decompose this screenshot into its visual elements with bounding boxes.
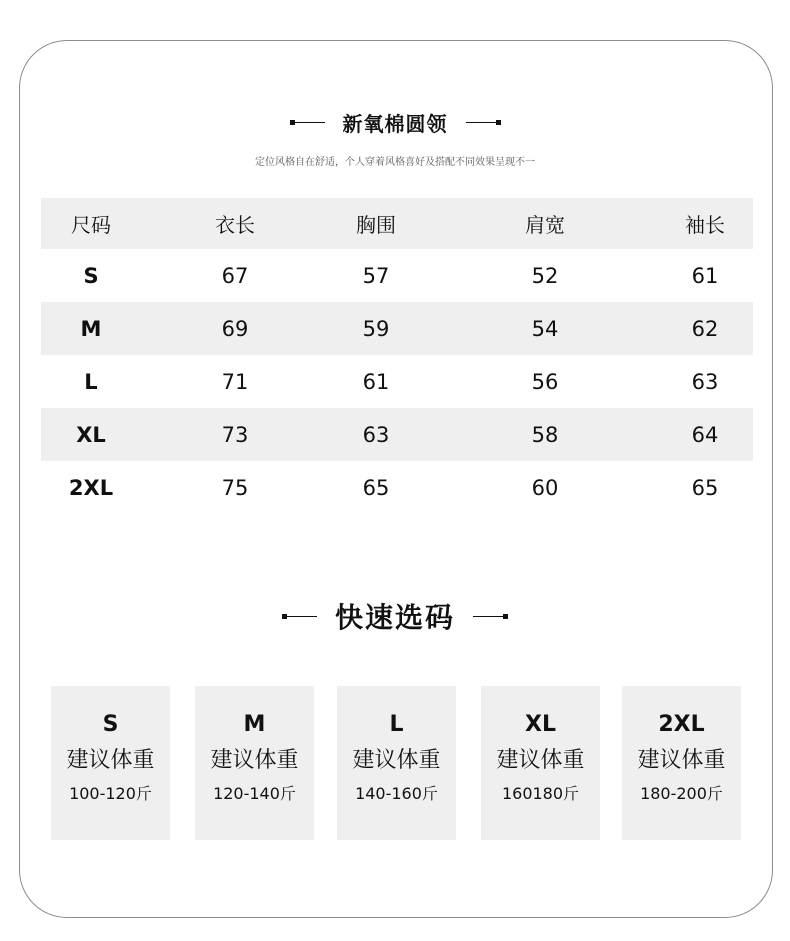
size-card	[195, 686, 314, 840]
size-cell: 2XL	[68, 475, 114, 500]
sleeve-cell: 61	[691, 263, 719, 288]
card-size: 2XL	[658, 712, 705, 737]
title-decoration-left	[290, 120, 325, 125]
chest-cell: 65	[362, 475, 390, 500]
shoulder-cell: 60	[531, 475, 559, 500]
size-cell: M	[80, 316, 102, 341]
card-size: XL	[525, 712, 556, 737]
column-header: 袖长	[685, 213, 725, 237]
length-cell: 69	[221, 316, 249, 341]
shoulder-cell: 58	[531, 422, 559, 447]
size-cell: L	[84, 369, 98, 394]
section-title-quick-pick	[0, 596, 790, 636]
product-subtitle: 定位风格自在舒适，个人穿着风格喜好及搭配不同效果呈现不一	[255, 157, 535, 168]
chest-cell: 61	[362, 369, 390, 394]
card-label: 建议体重	[637, 748, 726, 773]
title-decoration-right	[473, 614, 508, 619]
chest-cell: 57	[362, 263, 390, 288]
size-card	[51, 686, 170, 840]
card-label: 建议体重	[210, 748, 299, 773]
card-weight: 160180斤	[501, 784, 580, 803]
column-header: 衣长	[215, 213, 255, 237]
card-weight: 120-140斤	[213, 784, 296, 803]
size-cell: S	[83, 263, 99, 288]
title-decoration-left	[282, 614, 317, 619]
sleeve-cell: 65	[691, 475, 719, 500]
card-weight: 100-120斤	[69, 784, 152, 803]
card-label: 建议体重	[66, 748, 155, 773]
sleeve-cell: 64	[691, 422, 719, 447]
product-title: 新氧棉圆领	[342, 112, 448, 136]
table-header-row	[41, 198, 753, 249]
length-cell: 73	[221, 422, 249, 447]
size-cell: XL	[76, 422, 106, 447]
size-card	[481, 686, 600, 840]
card-label: 建议体重	[352, 748, 441, 773]
column-header: 胸围	[356, 213, 396, 237]
chest-cell: 63	[362, 422, 390, 447]
card-weight: 180-200斤	[640, 784, 723, 803]
card-size: S	[102, 712, 119, 737]
sleeve-cell: 62	[691, 316, 719, 341]
length-cell: 75	[221, 475, 249, 500]
size-card	[337, 686, 456, 840]
table-row	[41, 408, 753, 461]
shoulder-cell: 56	[531, 369, 559, 394]
length-cell: 67	[221, 263, 249, 288]
column-header: 肩宽	[525, 213, 565, 237]
size-card	[622, 686, 741, 840]
shoulder-cell: 52	[531, 263, 559, 288]
table-row	[41, 302, 753, 355]
card-weight: 140-160斤	[355, 784, 438, 803]
size-table	[41, 198, 753, 514]
table-row	[41, 461, 753, 514]
title-decoration-right	[466, 120, 501, 125]
length-cell: 71	[221, 369, 249, 394]
column-header: 尺码	[71, 213, 111, 237]
section-title-product	[0, 108, 790, 137]
table-row	[41, 249, 753, 302]
sleeve-cell: 63	[691, 369, 719, 394]
card-label: 建议体重	[496, 748, 585, 773]
card-size: M	[243, 712, 266, 737]
quick-pick-title: 快速选码	[334, 601, 455, 634]
chest-cell: 59	[362, 316, 390, 341]
table-row	[41, 355, 753, 408]
card-size: L	[389, 712, 404, 737]
shoulder-cell: 54	[531, 316, 559, 341]
